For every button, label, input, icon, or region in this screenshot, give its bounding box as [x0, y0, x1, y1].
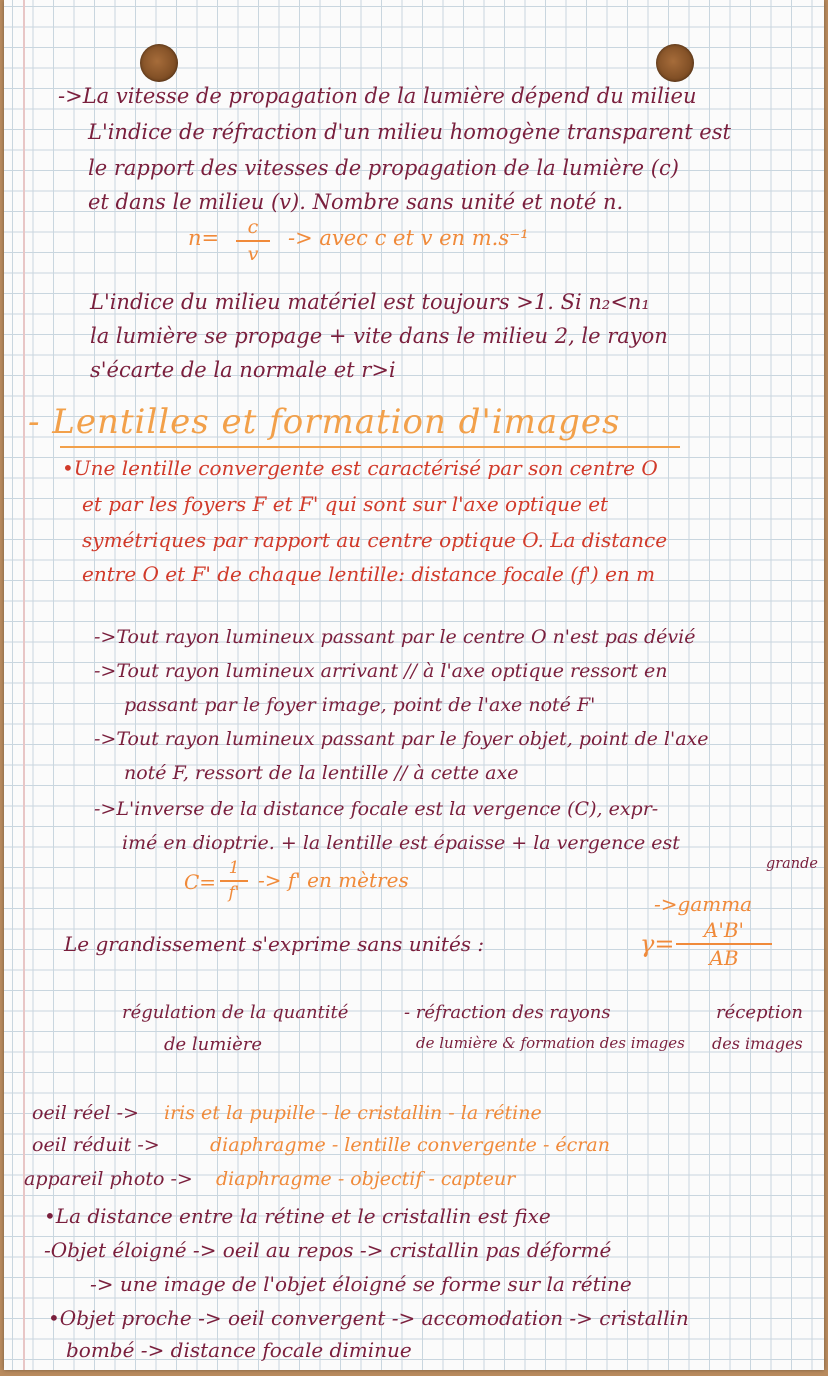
formula-fraction [236, 218, 270, 264]
text-line: la lumière se propage + vite dans le milieu 2, le rayon [90, 324, 668, 348]
text-line: imé en dioptrie. + la lentille est épaisse + la vergence est [122, 832, 680, 854]
eye-function-line: de lumière & formation des images [416, 1034, 685, 1052]
text-line: ->La vitesse de propagation de la lumière dépend du milieu [58, 84, 697, 108]
formula-note: -> avec c et v en m.s⁻¹ [288, 226, 529, 250]
formula-lhs: C= [184, 870, 217, 894]
formula-fraction [220, 860, 248, 902]
comparison-values: diaphragme - lentille convergente - écran [210, 1134, 610, 1156]
section-heading: - Lentilles et formation d'images [28, 402, 621, 442]
comparison-label: oeil réel -> [32, 1102, 139, 1124]
comparison-label: oeil réduit -> [32, 1134, 160, 1156]
heading-underline [60, 446, 680, 448]
text-line: et par les foyers F et F' qui sont sur l'axe optique et [82, 492, 609, 516]
text-line: -Objet éloigné -> oeil au repos -> cristallin pas déformé [44, 1238, 612, 1262]
notebook-page [4, 0, 824, 1370]
comparison-label: appareil photo -> [24, 1168, 193, 1190]
eye-function-line: réception [716, 1002, 803, 1023]
text-line: ->Tout rayon lumineux passant par le foyer objet, point de l'axe [94, 728, 709, 750]
fraction-bar [676, 943, 772, 945]
eye-function-line: - réfraction des rayons [404, 1002, 611, 1023]
text-line: le rapport des vitesses de propagation de la lumière (c) [88, 156, 679, 180]
text-line: et dans le milieu (v). Nombre sans unité et noté n. [88, 190, 624, 214]
formula-lhs: γ= [640, 930, 675, 958]
text-line: ->L'inverse de la distance focale est la vergence (C), expr- [94, 798, 659, 820]
text-line: L'indice de réfraction d'un milieu homogène transparent est [88, 120, 731, 144]
text-line: passant par le foyer image, point de l'axe noté F' [124, 694, 596, 716]
text-line: L'indice du milieu matériel est toujours >1. Si n₂<n₁ [90, 290, 650, 314]
text-line: •Une lentille convergente est caractérisé par son centre O [62, 456, 658, 480]
fraction-numerator: A'B' [703, 918, 745, 942]
text-line: ->Tout rayon lumineux passant par le centre O n'est pas dévié [94, 626, 696, 648]
text-line: Le grandissement s'exprime sans unités : [64, 932, 485, 956]
text-line: •Objet proche -> oeil convergent -> accomodation -> cristallin [48, 1306, 689, 1330]
fraction-bar [220, 880, 248, 882]
text-line: •La distance entre la rétine et le cristallin est fixe [44, 1204, 551, 1228]
formula-fraction [676, 920, 772, 968]
eye-function-line: de lumière [164, 1034, 262, 1055]
formula-note: -> f' en mètres [258, 868, 409, 892]
fraction-numerator: c [247, 216, 259, 238]
comparison-values: diaphragme - objectif - capteur [216, 1168, 516, 1190]
fraction-bar [236, 240, 270, 242]
fraction-denominator: f' [228, 883, 240, 903]
text-line: s'écarte de la normale et r>i [90, 358, 396, 382]
text-line: entre O et F' de chaque lentille: distance focale (f') en m [82, 562, 656, 586]
margin-line [23, 0, 25, 1370]
comparison-values: iris et la pupille - le cristallin - la rétine [164, 1102, 542, 1124]
text-line: grande [766, 854, 818, 872]
eye-function-line: régulation de la quantité [122, 1002, 349, 1023]
fraction-denominator: v [247, 243, 259, 265]
gamma-label: ->gamma [654, 892, 753, 916]
fraction-numerator: 1 [228, 858, 240, 878]
formula-lhs: n= [188, 226, 220, 250]
text-line: bombé -> distance focale diminue [66, 1338, 412, 1362]
fraction-denominator: AB [709, 946, 739, 970]
punch-hole-right [656, 44, 694, 82]
text-line: ->Tout rayon lumineux arrivant // à l'axe optique ressort en [94, 660, 668, 682]
text-line: -> une image de l'objet éloigné se forme sur la rétine [90, 1272, 632, 1296]
punch-hole-left [140, 44, 178, 82]
text-line: symétriques par rapport au centre optique O. La distance [82, 528, 668, 552]
eye-function-line: des images [712, 1034, 803, 1053]
text-line: noté F, ressort de la lentille // à cette axe [124, 762, 519, 784]
